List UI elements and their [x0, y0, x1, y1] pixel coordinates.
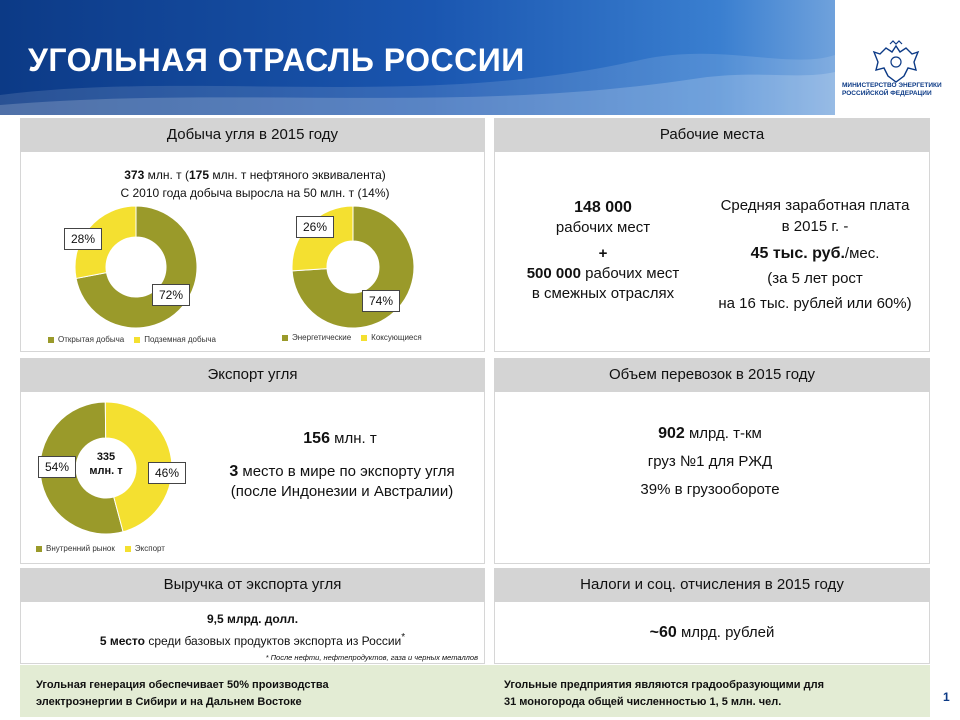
revenue-amount: 9,5 млрд. долл.	[206, 612, 299, 626]
export-label-export: 46%	[148, 462, 186, 484]
taxes-amount: ~60 млрд. рублей	[649, 624, 775, 641]
salary-info: Средняя заработная плата в 2015 г. - 45 тыс. руб./мес. (за 5 лет рост на 16 тыс. рублей или 60%)	[718, 197, 912, 312]
chart1-legend	[48, 335, 216, 344]
legend-swatch-olive	[282, 335, 288, 341]
revenue-heading: Выручка от экспорта угля	[20, 568, 485, 602]
jobs-counts: 148 000 рабочих мест + 500 000 рабочих мест в смежных отраслях	[526, 199, 680, 302]
legend-swatch-yellow	[134, 337, 140, 343]
chart2-label-energy: 74%	[362, 290, 400, 312]
legend-export: Экспорт	[134, 544, 165, 553]
jobs-heading: Рабочие места	[494, 118, 930, 152]
legend-swatch-yellow	[361, 335, 367, 341]
eagle-emblem-icon	[870, 40, 922, 84]
chart2-label-coking: 26%	[296, 216, 334, 238]
chart1-label-open: 72%	[152, 284, 190, 306]
revenue-rank: 5 место среди базовых продуктов экспорта из России*	[99, 632, 406, 648]
transport-heading: Объем перевозок в 2015 году	[494, 358, 930, 392]
export-heading: Экспорт угля	[20, 358, 485, 392]
ministry-name: МИНИСТЕРСТВО ЭНЕРГЕТИКИ РОССИЙСКОЙ ФЕДЕРАЦИИ	[842, 82, 942, 97]
bottom-right-note: Угольные предприятия являются градообразующими для 31 моногорода общей численностью 1, 5 млн. чел.	[504, 679, 824, 708]
bottom-left-note: Угольная генерация обеспечивает 50% производства электроэнергии в Сибири и на Дальнем Востоке	[36, 679, 329, 708]
legend-swatch-olive	[48, 337, 54, 343]
legend-coking-coal: Коксующиеся	[371, 333, 422, 342]
page-number: 1	[943, 690, 950, 704]
legend-swatch-yellow	[125, 546, 131, 552]
legend-open-mining: Открытая добыча	[58, 335, 125, 344]
export-total-label: 335 млн. т	[89, 451, 123, 477]
page-title: УГОЛЬНАЯ ОТРАСЛЬ РОССИИ	[28, 42, 525, 78]
export-rank: 3 место в мире по экспорту угля (после Индонезии и Австралии)	[229, 463, 455, 500]
chart1-label-underground: 28%	[64, 228, 102, 250]
legend-domestic-market: Внутренний рынок	[46, 544, 115, 553]
legend-energy-coal: Энергетические	[292, 333, 352, 342]
transport-info: 902 млрд. т-км груз №1 для РЖД 39% в грузообороте	[640, 425, 780, 498]
revenue-footnote: * После нефти, нефтепродуктов, газа и черных металлов	[265, 653, 478, 662]
export-label-domestic: 54%	[38, 456, 76, 478]
export-volume: 156 млн. т	[303, 430, 377, 447]
export-legend	[36, 544, 165, 553]
coal-production-summary: 373 млн. т (175 млн. т нефтяного эквивалента) С 2010 года добыча выросла на 50 млн. т (14%)	[120, 168, 390, 200]
legend-underground-mining: Подземная добыча	[144, 335, 216, 344]
taxes-heading: Налоги и соц. отчисления в 2015 году	[494, 568, 930, 602]
chart2-legend	[282, 333, 422, 342]
legend-swatch-olive	[36, 546, 42, 552]
coal-production-heading: Добыча угля в 2015 году	[20, 118, 485, 152]
mining-method-donut-chart	[73, 204, 199, 330]
